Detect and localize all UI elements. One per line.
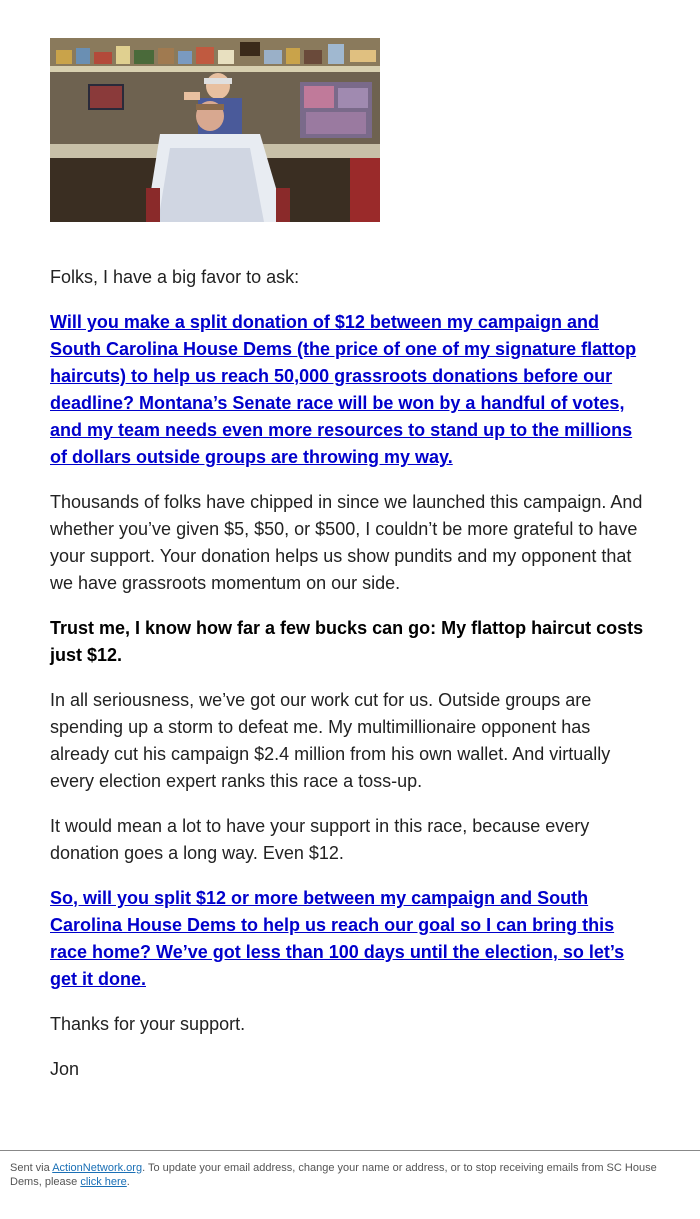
thanks-paragraph: Thanks for your support. [50, 1014, 246, 1034]
footer-middle-text: . To update your email address, change your name or address, or to stop receiving emails from SC House Dems, please [10, 1162, 657, 1188]
email-footer [0, 1150, 700, 1189]
second-ask-paragraph [50, 885, 650, 993]
mean-a-lot-paragraph: It would mean a lot to have your support in this race, because every donation goes a long way. Even $12. [50, 816, 590, 863]
second-ask-link[interactable]: So, will you split $12 or more between my campaign and South Carolina House Dems to help us reach our goal so I can bring this race home? We’ve got less than 100 days until the election, so let’s get it done. [50, 888, 625, 989]
greeting-text: Folks, I have a big favor to ask: [50, 267, 300, 287]
thousands-paragraph: Thousands of folks have chipped in since we launched this campaign. And whether you’ve given $5, $50, or $500, I couldn’t be more grateful to have your support. Your donation helps us show pundits and my opponent that we have grassroots momentum on our side. [50, 492, 643, 593]
signoff: Jon [50, 1059, 80, 1079]
hero-photo-barbershop [50, 38, 380, 222]
donation-ask-paragraph [50, 309, 650, 471]
email-body [50, 38, 650, 1101]
footer-prefix: Sent via [10, 1162, 53, 1174]
actionnetwork-link[interactable]: ActionNetwork.org [52, 1162, 143, 1174]
trust-me-paragraph: Trust me, I know how far a few bucks can go: My flattop haircut costs just $12. [50, 618, 644, 665]
email-content [50, 264, 650, 1083]
seriousness-paragraph: In all seriousness, we’ve got our work cut for us. Outside groups are spending up a storm to defeat me. My multimillionaire opponent has already cut his campaign $2.4 million from his own wallet. And virtually every election expert ranks this race a toss-up. [50, 690, 611, 791]
footer-suffix: . [126, 1176, 130, 1188]
unsubscribe-link[interactable]: click here [80, 1176, 127, 1188]
donation-ask-link[interactable]: Will you make a split donation of $12 between my campaign and South Carolina House Dems (the price of one of my signature flattop haircuts) to help us reach 50,000 grassroots donations before our deadline? Montana’s Senate race will be won by a handful of votes, and my team needs even more resources to stand up to the millions of dollars outside groups are throwing my way. [50, 312, 637, 467]
